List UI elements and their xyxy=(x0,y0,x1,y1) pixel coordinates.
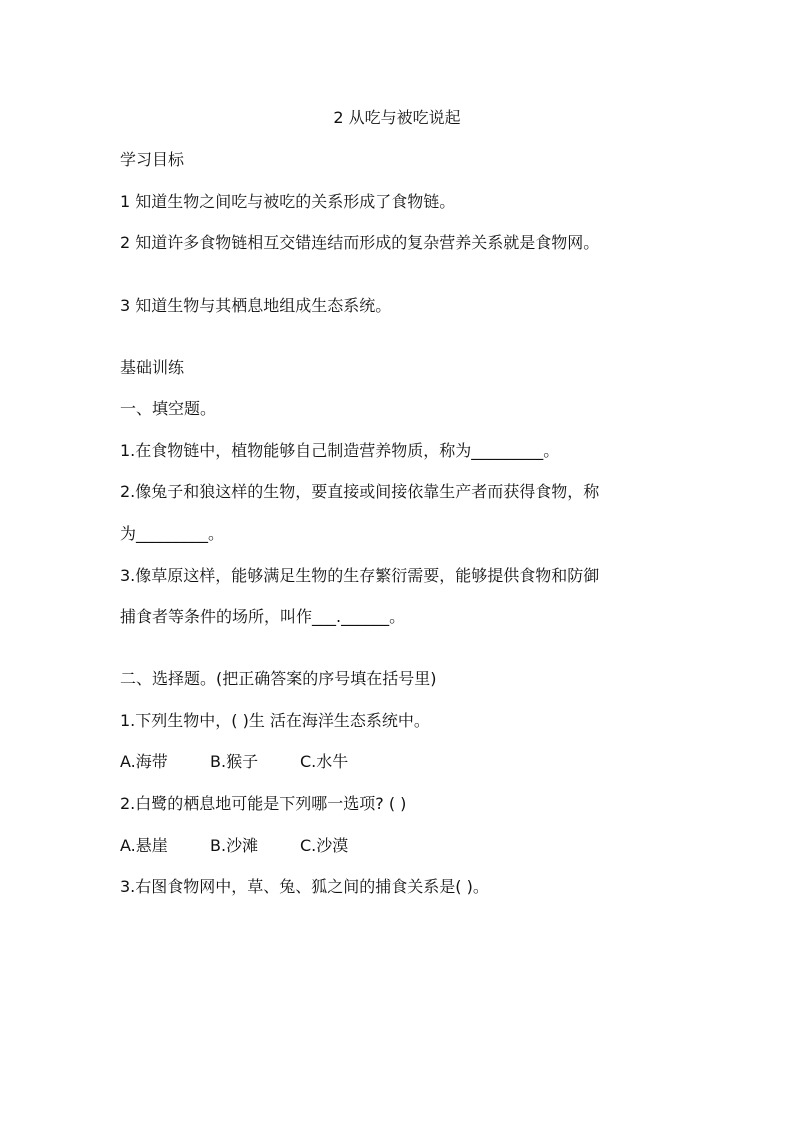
option-c: C.水牛 xyxy=(300,752,349,771)
choice-question-2: 2.白鹭的栖息地可能是下列哪一选项? ( ) xyxy=(120,794,407,813)
training-heading: 基础训练 xyxy=(120,358,185,377)
fill-blank-heading: 一、填空题。 xyxy=(120,399,217,418)
page-title: 2 从吃与被吃说起 xyxy=(333,108,461,127)
option-c: C.沙漠 xyxy=(300,836,349,855)
choice-question-1: 1.下列生物中，( )生 活在海洋生态系统中。 xyxy=(120,711,430,730)
fill-question-2-line-1: 2.像兔子和狼这样的生物，要直接或间接依靠生产者而获得食物，称 xyxy=(120,482,600,501)
objective-item: 3 知道生物与其栖息地组成生态系统。 xyxy=(120,296,392,315)
fill-question-1: 1.在食物链中，植物能够自己制造营养物质，称为_________。 xyxy=(120,441,560,460)
option-b: B.猴子 xyxy=(210,752,259,771)
objective-item: 2 知道许多食物链相互交错连结而形成的复杂营养关系就是食物网。 xyxy=(120,233,600,252)
choice-question-1-options xyxy=(120,751,348,773)
fill-question-3-line-1: 3.像草原这样，能够满足生物的生存繁衍需要，能够提供食物和防御 xyxy=(120,566,600,585)
fill-question-3-line-2: 捕食者等条件的场所，叫作___.______。 xyxy=(120,607,406,626)
option-a: A.海带 xyxy=(120,752,168,771)
choice-question-3: 3.右图食物网中，草、兔、狐之间的捕食关系是( )。 xyxy=(120,877,489,896)
fill-question-2-line-2: 为_________。 xyxy=(120,524,225,543)
objectives-heading: 学习目标 xyxy=(120,150,185,169)
objective-item: 1 知道生物之间吃与被吃的关系形成了食物链。 xyxy=(120,192,456,211)
choice-heading: 二、选择题。(把正确答案的序号填在括号里) xyxy=(120,669,437,688)
option-b: B.沙滩 xyxy=(210,836,259,855)
option-a: A.悬崖 xyxy=(120,836,168,855)
choice-question-2-options xyxy=(120,835,348,857)
